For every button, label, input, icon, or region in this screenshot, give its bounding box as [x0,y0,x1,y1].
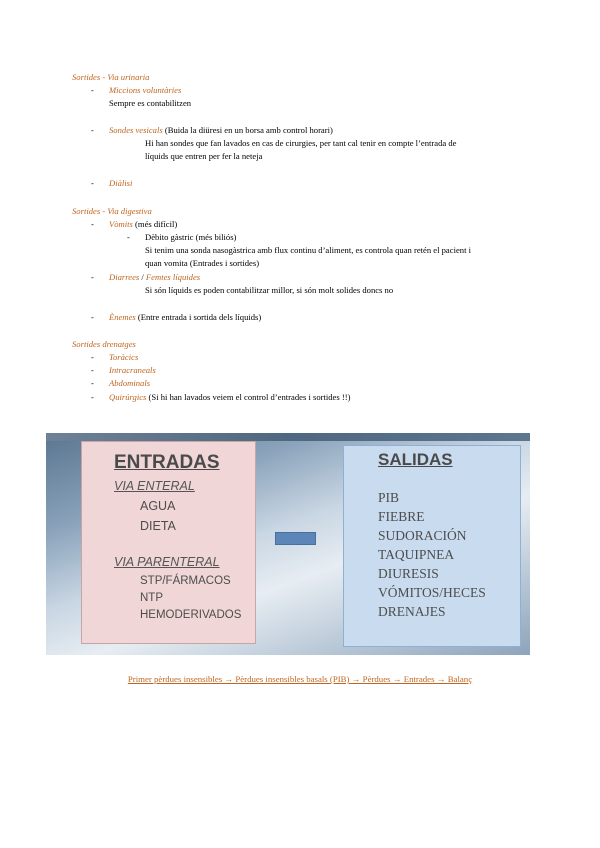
item-separator: / [139,272,146,282]
salidas-title: SALIDAS [378,450,453,469]
sub-bullet-dash: - [127,232,130,242]
balance-figure [46,433,530,655]
bullet-dash: - [91,219,94,229]
section-heading-drenatges: Sortides drenatges [72,339,136,349]
entradas-item: NTP [140,592,163,604]
item-label-2: Femtes líquides [145,272,201,282]
entradas-title: ENTRADAS [114,452,220,473]
salidas-item: FIEBRE [378,509,425,524]
list-item [109,392,350,403]
item-label: Diàlisi [109,178,133,188]
item-label: Diarrees [109,272,140,282]
salidas-item: SUDORACIÓN [378,528,467,543]
item-label: Ènemes [109,312,136,322]
item-note: (Buida la diüresi en un borsa amb control horari) [162,125,333,135]
salidas-item: DIURESIS [378,566,439,581]
salidas-box [343,445,521,647]
item-label: Intracraneals [109,365,156,375]
salidas-item: PIB [378,490,400,505]
figure-top-bar [46,433,530,441]
list-item [109,272,200,283]
item-description: Si tenim una sonda nasogàstrica amb flux continu d’aliment, es controla quan retén el pacient i [145,245,471,255]
entradas-item: DIETA [140,519,176,533]
bullet-dash: - [91,378,94,388]
salidas-item: DRENAJES [378,604,446,619]
bullet-dash: - [91,392,94,402]
entradas-item: AGUA [140,499,176,513]
bullet-dash: - [91,312,94,322]
balance-flow-footer: Primer pèrdues insensibles → Pèrdues insensibles basals (PIB) → Pèrdues → Entrades → Balanç [127,674,473,684]
entradas-box [81,441,256,644]
list-item [109,312,261,323]
entradas-item: STP/FÁRMACOS [140,575,231,587]
list-item [109,219,177,230]
bullet-dash: - [91,365,94,375]
salidas-item: VÓMITOS/HECES [378,585,486,600]
item-note: (Si hi han lavados veiem el control d’entrades i sortides !!) [146,392,351,402]
item-description: Hi han sondes que fan lavados en cas de cirurgies, per tant cal tenir en compte l’entrada de [145,138,457,148]
section-heading-digestiva: Sortides - Via digestiva [72,206,152,216]
bullet-dash: - [91,85,94,95]
item-description: quan vomita (Entrades i sortides) [145,258,260,268]
section-heading-urinaria: Sortides - Via urinaria [72,72,150,82]
item-description: Si són líquids es poden contabilitzar millor, si són molt solides doncs no [145,285,394,295]
item-description: líquids que entren per fer la neteja [145,151,263,161]
via-parenteral-title: VIA PARENTERAL [114,555,220,569]
item-label: Abdominals [109,378,151,388]
bullet-dash: - [91,125,94,135]
item-label: Vòmits [109,219,133,229]
bullet-dash: - [91,272,94,282]
list-item [109,125,333,136]
item-note: (Entre entrada i sortida dels líquids) [135,312,262,322]
arrow-connector [275,532,316,545]
salidas-item: TAQUIPNEA [378,547,455,562]
bullet-dash: - [91,352,94,362]
via-enteral-title: VIA ENTERAL [114,479,195,493]
entradas-item: HEMODERIVADOS [140,609,242,621]
item-description: Sempre es contabilitzen [109,98,192,108]
item-label: Miccions voluntàries [109,85,182,95]
item-note: (més difícil) [132,219,178,229]
item-label: Sondes vesicals [109,125,163,135]
item-label: Quirúrgics [109,392,147,402]
sub-item: Dèbito gàstric (més biliós) [145,232,237,242]
item-label: Toràcics [109,352,139,362]
bullet-dash: - [91,178,94,188]
